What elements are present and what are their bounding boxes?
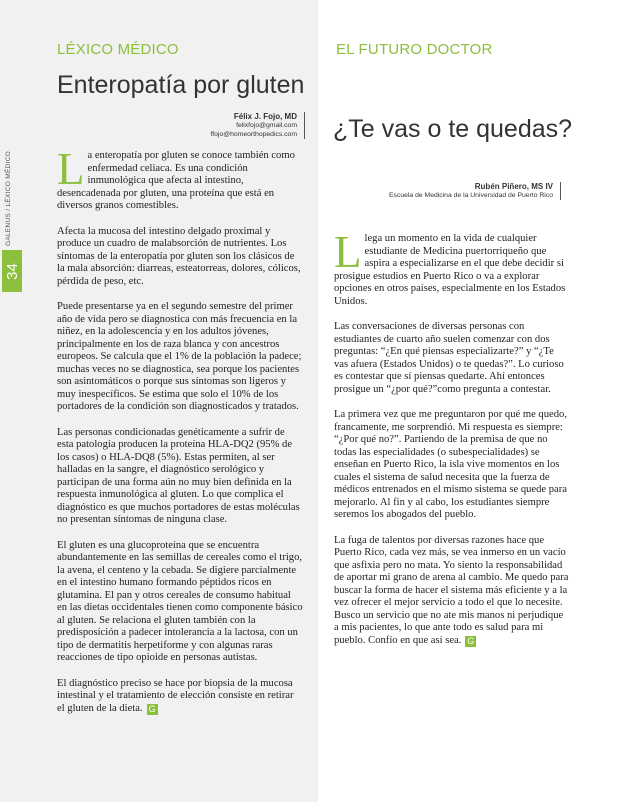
sidebar xyxy=(0,0,24,802)
right-article-body xyxy=(334,227,570,660)
left-paragraph: La enteropatía por gluten se conoce también como enfermedad celiaca. Es una condición inmunológica que afecta al intestino, desencadenada por gluten, una proteína que está en diversos granos comestibles. xyxy=(57,144,295,211)
right-author-block xyxy=(389,182,561,200)
right-paragraph: Las conversaciones de diversas personas con estudiantes de cuarto año suelen comenzar con dos preguntas: “¿En qué piensas especializarte?” y “¿Te vas afuera (Estados Unidos) o te quedas?”. Lo curioso es contestar que sí piensas quedarte. Ahí entonces prosigue un “¿por qué?”como pregunta a contestar. xyxy=(334,321,564,395)
left-author-email: felixfojo@gmail.com xyxy=(236,122,297,129)
left-author-name: Félix J. Fojo, MD xyxy=(233,112,297,121)
end-mark-icon: G xyxy=(467,635,475,646)
right-paragraph: La primera vez que me preguntaron por qué me quedo, francamente, me sorprendió. Mi respuesta es siempre: “¿Por qué no?”. Partiendo de la premisa de que no todas las especialidades (o subespecialidades) se enseñan en Puerto Rico, la isla vive momentos en los cuales el sistema de salud necesita que la fuerza de médicos entrenados en el mismo sistema se quede para mejorarlo. Al fin y al cabo, los estudiantes siempre seremos los abogados del pueblo. xyxy=(334,409,567,520)
left-paragraph: Afecta la mucosa del intestino delgado proximal y produce un cuadro de malabsorción de nutrientes. Los síntomas de la enteropatía por gluten son los clásicos de la mala absorción: diarreas, esteatorreas, dolores, cólicos, pérdida de peso, etc. xyxy=(57,225,301,287)
page-number xyxy=(2,250,22,292)
right-dropcap: L xyxy=(334,227,362,277)
left-article-body xyxy=(57,144,303,728)
right-section-heading: EL FUTURO DOCTOR xyxy=(336,41,493,58)
left-paragraph: El gluten es una glucoproteína que se encuentra abundantemente en las semillas de cereales como el trigo, la avena, el centeno y la cebada. Se digiere parcialmente en el intestino humano formando péptidos ricos en glutamina. El pan y otros cereales de consumo habitual en las dietas occidentales tienen como componente básico al gluten. Se relaciona el gluten también con la predisposición a padecer intolerancia a la lactosa, con un tipo de dermatitis herpetiforme y con algunas raras reacciones de tipo opioide en personas autistas. xyxy=(57,539,303,663)
right-paragraph: Llega un momento en la vida de cualquier estudiante de Medicina puertorriqueño que aspira a especializarse en el que debe decidir si prosigue estudios en Puerto Rico o va a explorar opciones en otros países, especialmente en los Estados Unidos. xyxy=(334,227,566,307)
right-paragraph: La fuga de talentos por diversas razones hace que Puerto Rico, cada vez más, se vea inmerso en un vacío que asfixia pero no mata. Yo siento la responsabilidad de aportar mi grano de arena al cambio. Me quedo para buscar la forma de hacer el sistema más eficiente y a la vez ofrecer el mejor servicio a todo el que lo necesite. Busco un servicio que no ate mis manos ni perjudique a mis pacientes, lo que ante todo es salud para mi pueblo. Confío en que así sea. G xyxy=(334,534,569,646)
sidebar-label: GALENUS / LÉXICO MÉDICO xyxy=(5,150,12,246)
left-article-title: Enteropatía por gluten xyxy=(57,71,305,99)
right-article-title: ¿Te vas o te quedas? xyxy=(333,115,573,143)
left-dropcap: L xyxy=(57,144,85,194)
right-author-name: Rubén Piñero, MS IV xyxy=(474,182,553,191)
left-paragraph: Puede presentarse ya en el segundo semestre del primer año de vida pero se diagnostica con más frecuencia en la niñez, en la adolescencia y en los adultos jóvenes, principalmente en los de raza blanca y con ancestros europeos. Se calcula que el 1% de la población la padece; muchas veces no se diagnostica, sea porque los pacientes son asintomáticos o porque sus síntomas son ligeros y muy inespecíficos. Se estima que solo el 10% de los portadores de la condición son diagnosticados y tratados. xyxy=(57,301,302,412)
left-section-heading: LÉXICO MÉDICO xyxy=(57,41,179,58)
end-mark-icon: G xyxy=(148,703,156,714)
left-paragraph: Las personas condicionadas genéticamente a sufrir de esta patología producen la proteína HLA-DQ2 (95% de los casos) o HLA-DQ8 (5%). Estas permiten, al ser halladas en la sangre, el diagnóstico serológico y participan de una forma aún no muy bien definida en la respuesta inmunológica al gluten. Lo que complica el diagnóstico es que muchos portadores de estas moléculas no presentan síntomas de ninguna clase. xyxy=(57,426,300,525)
left-paragraph: El diagnóstico preciso se hace por biopsia de la mucosa intestinal y el tratamiento de elección consiste en retirar el gluten de la dieta. G xyxy=(57,677,294,714)
left-author-email-2: ffojo@homeorthopedics.com xyxy=(210,131,297,138)
page-number-text: 34 xyxy=(3,262,21,280)
left-author-block xyxy=(211,112,306,139)
right-author-affiliation: Escuela de Medicina de la Universidad de Puerto Rico xyxy=(389,192,553,199)
